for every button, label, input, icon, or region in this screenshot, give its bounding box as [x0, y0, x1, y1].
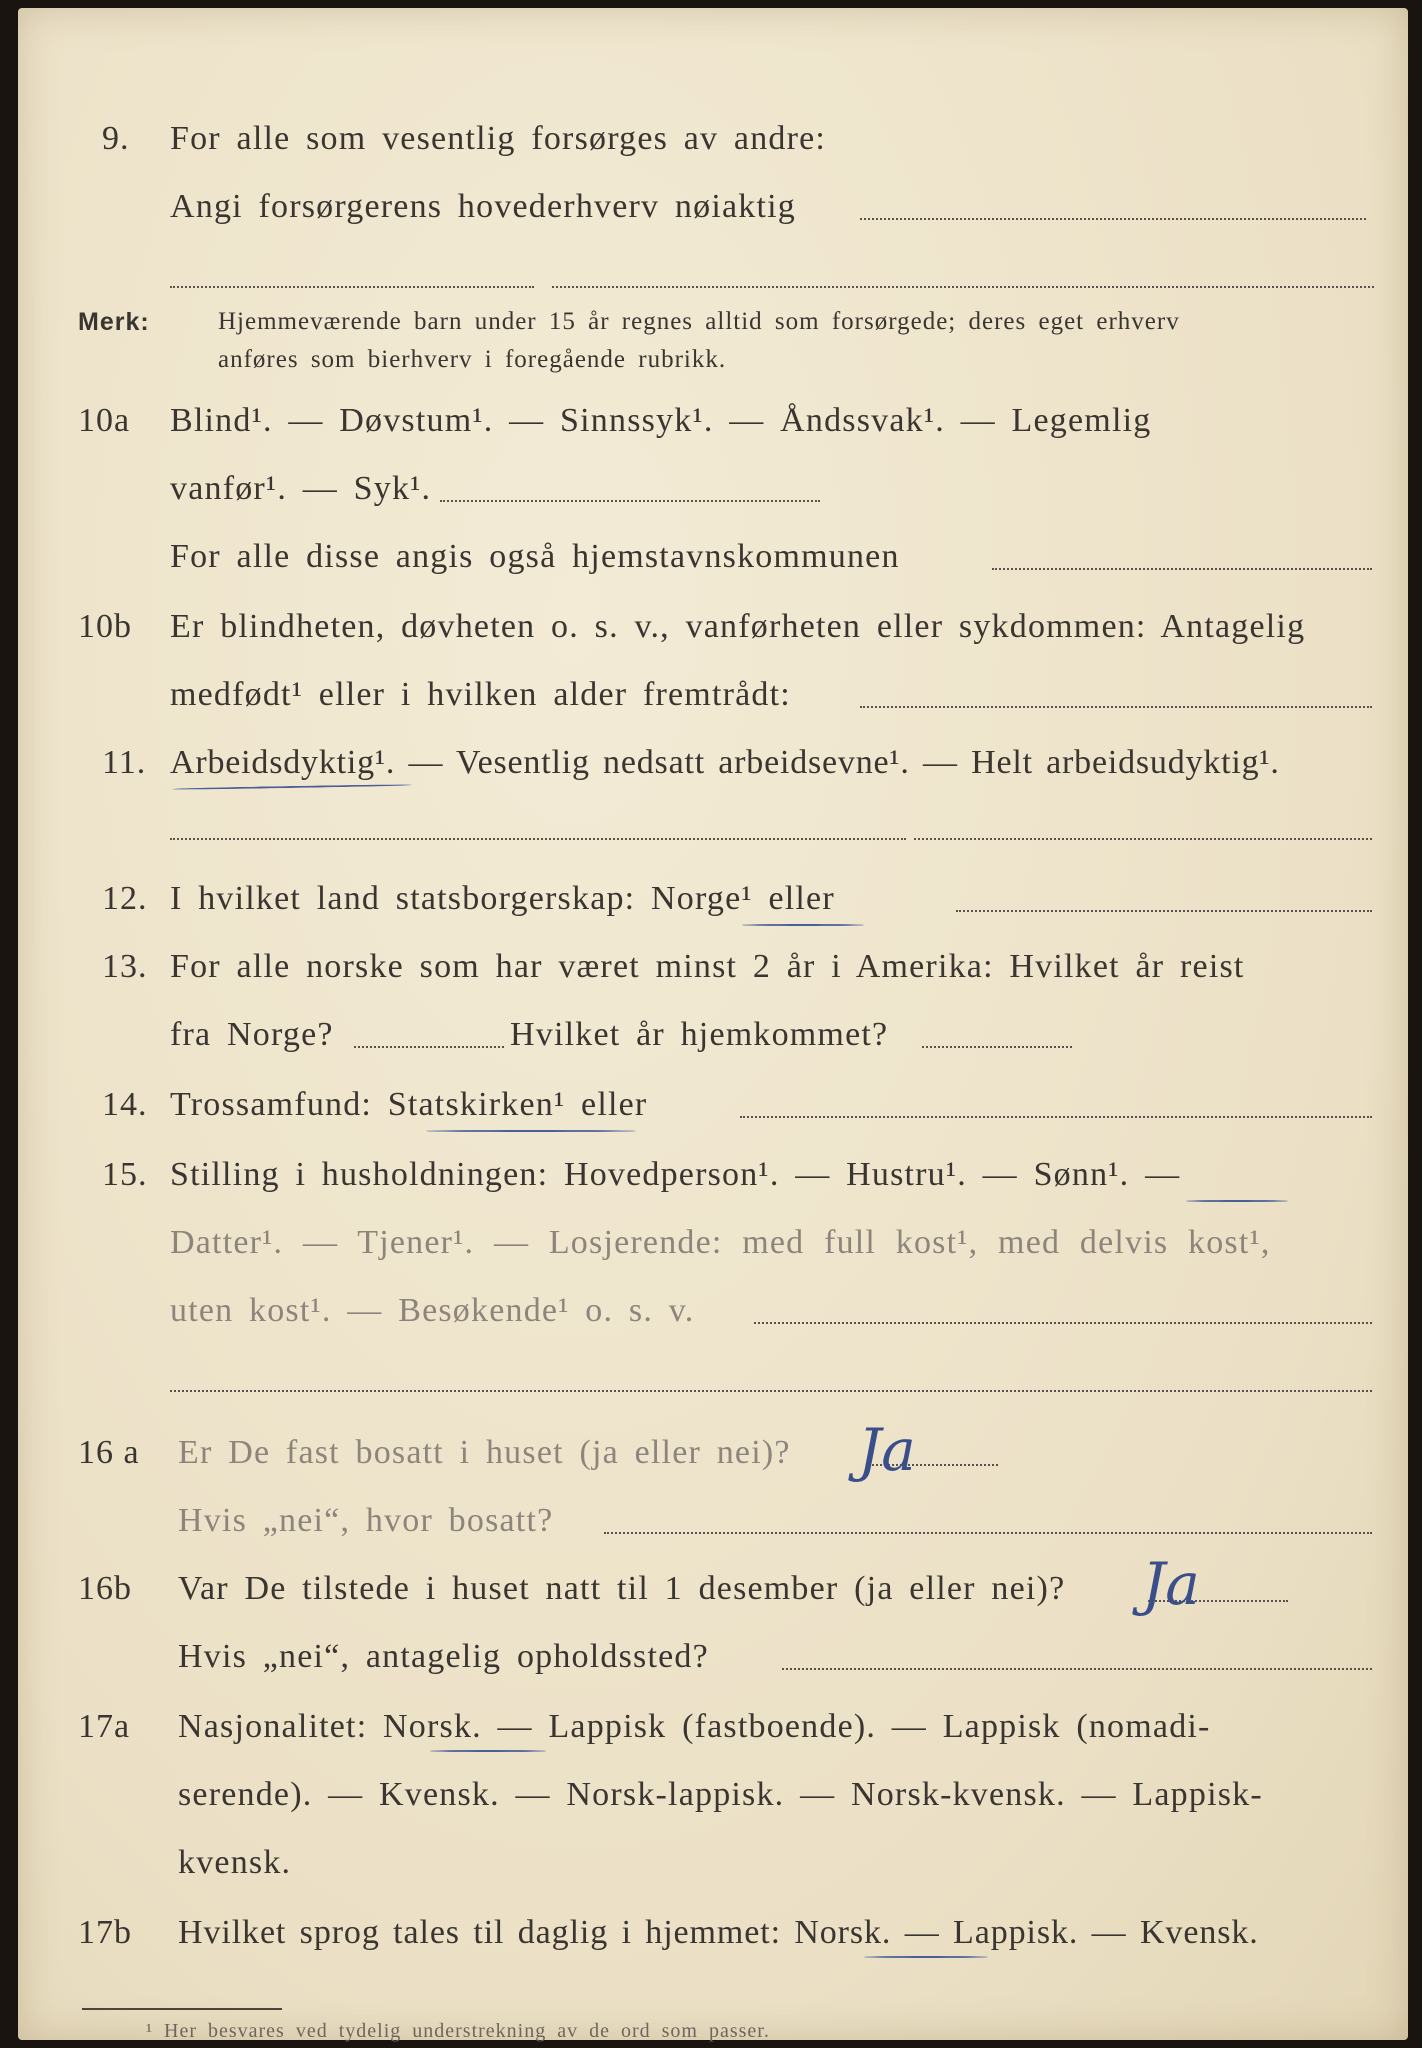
- q16b-line1: Var De tilstede i huset natt til 1 desember (ja eller nei)?: [178, 1570, 1066, 1607]
- q14-number: 14.: [102, 1086, 148, 1123]
- q12-number: 12.: [102, 880, 148, 917]
- q10a-syk-line: [440, 500, 820, 502]
- q10a-line2: vanfør¹. — Syk¹.: [170, 470, 432, 507]
- q10b-line2: medfødt¹ eller i hvilken alder fremtrådt:: [170, 676, 791, 713]
- footnote-text: ¹ Her besvares ved tydelig understrekning av de ord som passer.: [146, 2020, 770, 2042]
- census-form-page: [18, 8, 1408, 2040]
- q10a-kommune-line: [992, 568, 1372, 570]
- q9-answer-line: [860, 218, 1366, 220]
- q15-extra-line: [170, 1390, 1372, 1392]
- q11-extra-line-a: [170, 838, 906, 840]
- q10b-answer-line: [860, 706, 1372, 708]
- q13-line2b: Hvilket år hjemkommet?: [510, 1016, 889, 1053]
- q17a-number: 17a: [78, 1708, 131, 1745]
- q9-extra-line-a: [170, 286, 534, 288]
- q17a-norsk-underline: [430, 1750, 546, 1752]
- q15-line3: uten kost¹. — Besøkende¹ o. s. v.: [170, 1292, 695, 1329]
- q13-line1: For alle norske som har været minst 2 år i Amerika: Hvilket år reist: [170, 948, 1245, 985]
- merk-line1: Hjemmeværende barn under 15 år regnes alltid som forsørgede; deres eget erhverv: [218, 308, 1180, 335]
- q15-number: 15.: [102, 1156, 148, 1193]
- q13-number: 13.: [102, 948, 148, 985]
- q16a-bosatt-line: [604, 1532, 1372, 1534]
- q11-extra-line-b: [914, 838, 1372, 840]
- q9-extra-line-b: [552, 286, 1374, 288]
- q10b-line1: Er blindheten, døvheten o. s. v., vanførheten eller sykdommen: Antagelig: [170, 608, 1306, 645]
- q17b-norsk-underline: [864, 1956, 988, 1958]
- q15-line1: Stilling i husholdningen: Hovedperson¹. — Hustru¹. — Sønn¹. —: [170, 1156, 1181, 1193]
- q16b-line2: Hvis „nei“, antagelig opholdssted?: [178, 1638, 709, 1675]
- q10a-line1: Blind¹. — Døvstum¹. — Sinnssyk¹. — Åndssvak¹. — Legemlig: [170, 402, 1152, 439]
- q17b-number: 17b: [78, 1914, 132, 1951]
- q13-hjemkommet-line: [922, 1046, 1072, 1048]
- q14-answer-line: [740, 1116, 1372, 1118]
- q14-line1: Trossamfund: Statskirken¹ eller: [170, 1086, 648, 1123]
- q15-answer-line: [754, 1322, 1372, 1324]
- q16a-line1: Er De fast bosatt i huset (ja eller nei)?: [178, 1434, 791, 1471]
- q15-line2: Datter¹. — Tjener¹. — Losjerende: med full kost¹, med delvis kost¹,: [170, 1224, 1271, 1261]
- q17b-line1: Hvilket sprog tales til daglig i hjemmet: Norsk. — Lappisk. — Kvensk.: [178, 1914, 1259, 1951]
- q16b-handwritten-answer: Ja: [1142, 1550, 1200, 1618]
- q16b-number: 16b: [78, 1570, 132, 1607]
- q12-norge-underline: [742, 924, 864, 926]
- q16b-opholdssted-line: [782, 1668, 1372, 1670]
- q11-arbeidsdyktig-underline: [172, 784, 412, 790]
- q10b-number: 10b: [78, 608, 132, 645]
- q11-line1: Arbeidsdyktig¹. — Vesentlig nedsatt arbeidsevne¹. — Helt arbeidsudyktig¹.: [170, 744, 1280, 781]
- q17a-line1: Nasjonalitet: Norsk. — Lappisk (fastboende). — Lappisk (nomadi-: [178, 1708, 1211, 1745]
- footnote-rule: [82, 2008, 282, 2010]
- merk-line2: anføres som bierhverv i foregående rubrikk.: [218, 346, 727, 373]
- q10a-number: 10a: [78, 402, 131, 439]
- q14-statskirken-underline: [426, 1130, 636, 1132]
- q16a-handwritten-answer: Ja: [858, 1416, 916, 1484]
- q13-line2a: fra Norge?: [170, 1016, 334, 1053]
- q17a-line3: kvensk.: [178, 1844, 292, 1881]
- merk-label: Merk:: [78, 308, 150, 336]
- q12-answer-line: [956, 910, 1372, 912]
- q13-reist-line: [354, 1046, 504, 1048]
- q9-number: 9.: [102, 120, 130, 157]
- q16a-line2: Hvis „nei“, hvor bosatt?: [178, 1502, 554, 1539]
- q17a-line2: serende). — Kvensk. — Norsk-lappisk. — Norsk-kvensk. — Lappisk-: [178, 1776, 1263, 1813]
- q15-sonn-underline: [1186, 1200, 1288, 1202]
- q11-number: 11.: [102, 744, 147, 781]
- q9-line1: For alle som vesentlig forsørges av andre:: [170, 120, 827, 157]
- q16a-number: 16 a: [78, 1434, 140, 1471]
- q9-line2: Angi forsørgerens hovederhverv nøiaktig: [170, 188, 796, 225]
- q10a-line3: For alle disse angis også hjemstavnskommunen: [170, 538, 900, 575]
- q12-line1: I hvilket land statsborgerskap: Norge¹ eller: [170, 880, 835, 917]
